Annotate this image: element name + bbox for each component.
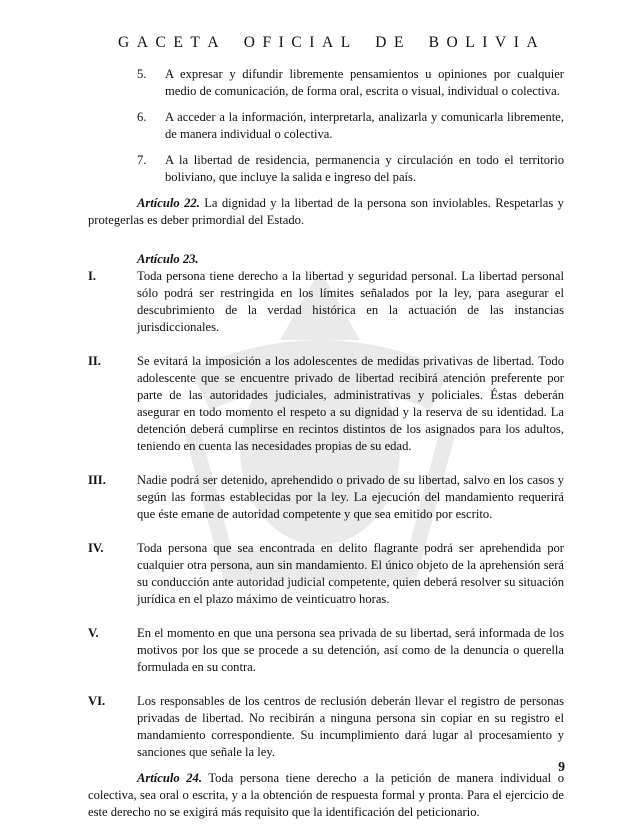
paragraph-text: Toda persona tiene derecho a la libertad y seguridad personal. La libertad personal sólo podrá ser restringida en los límites señalados por la ley, para asegurar el descubrimiento de la verdad histórica en la actuación de las instancias jurisdiccionales. — [137, 269, 564, 334]
header-letter: C — [155, 34, 166, 51]
header-letter: B — [428, 34, 439, 51]
list-item — [88, 109, 564, 143]
article-23-paragraph — [88, 693, 564, 761]
header-letter: I — [482, 34, 488, 51]
paragraph-numeral: I. — [88, 269, 97, 283]
article-23-paragraph — [88, 540, 564, 608]
paragraph-text: En el momento en que una persona sea privada de su libertad, será informada de los motivos por los que se procede a su detención, así como de la denuncia o querella formulada en su contra. — [137, 626, 564, 674]
list-item-number: 7. — [137, 153, 147, 167]
header-letter: A — [207, 34, 219, 51]
article-23-paragraph — [88, 268, 564, 336]
paragraph-text: Nadie podrá ser detenido, aprehendido o privado de su libertad, salvo en los casos y según las formas establecidas por la ley. La ejecución del mandamiento requerirá que éste emane de autoridad competente y que sea emitido por escrito. — [137, 473, 564, 521]
article-24-title: Artículo 24. — [137, 771, 202, 785]
header-letter: F — [262, 34, 272, 51]
header-letter: D — [375, 34, 387, 51]
header-letter: A — [526, 34, 538, 51]
header-letter — [226, 34, 236, 52]
rights-list — [88, 66, 564, 186]
header-letter: O — [243, 34, 255, 51]
header-letter: O — [446, 34, 458, 51]
paragraph-numeral: VI. — [88, 694, 106, 708]
paragraph-numeral: II. — [88, 354, 101, 368]
paragraph-text: Se evitará la imposición a los adolescentes de medidas privativas de libertad. Todo adolescente que se encuentre privado de libertad recibirá atención preferente por parte de las autoridades judiciales, administrativas y policiales. Éstas deberán asegurar en todo momento el respeto a su dignidad y la reserva de su identidad. La detención deberá cumplirse en recintos distintos de los asignados para los adultos, teniendo en cuenta las necesidades propias de su edad. — [137, 354, 564, 453]
list-item-text: A expresar y difundir libremente pensamientos u opiniones por cualquier medio de comunicación, de forma oral, escrita o visual, individual o colectiva. — [165, 67, 564, 98]
list-item-number: 6. — [137, 110, 147, 124]
list-item — [88, 152, 564, 186]
header-letter — [358, 34, 368, 52]
article-24-text: Toda persona tiene derecho a la petición de manera individual o colectiva, sea oral o escrita, y a la obtención de respuesta formal y pronta. Para el ejercicio de este derecho no se exigirá más requisito que la identificación del peticionario. — [88, 771, 564, 819]
article-24 — [88, 770, 564, 821]
header-letter: L — [340, 34, 351, 51]
gazette-header — [118, 34, 538, 52]
header-letter: I — [278, 34, 284, 51]
header-letter: V — [494, 34, 507, 51]
header-letter: I — [513, 34, 519, 51]
article-23-paragraph — [88, 472, 564, 523]
paragraph-numeral: V. — [88, 626, 99, 640]
list-item — [88, 66, 564, 100]
page-number: 9 — [558, 759, 565, 774]
header-letter: L — [465, 34, 475, 51]
paragraph-text: Toda persona que sea encontrada en delito flagrante podrá ser aprehendida por cualquier otra persona, aun sin mandamiento. El único objeto de la aprehensión será su conducción ante autoridad judicial competente, quien deberá resolver su situación jurídica en el plazo máximo de veinticuatro horas. — [137, 541, 564, 606]
header-letter — [411, 34, 421, 52]
header-letter: E — [173, 34, 183, 51]
header-letter: A — [136, 34, 148, 51]
header-letter: T — [190, 34, 200, 51]
article-23-paragraphs — [88, 268, 564, 761]
paragraph-numeral: IV. — [88, 541, 104, 555]
list-item-text: A acceder a la información, interpretarla, analizarla y comunicarla libremente, de manera individual o colectiva. — [165, 110, 564, 141]
article-22-title: Artículo 22. — [137, 196, 200, 210]
article-23-paragraph — [88, 625, 564, 676]
header-letter: G — [118, 34, 130, 51]
header-letter: C — [291, 34, 302, 51]
document-body — [88, 66, 564, 821]
article-22 — [88, 195, 564, 229]
list-item-number: 5. — [137, 67, 147, 81]
list-item-text: A la libertad de residencia, permanencia y circulación en todo el territorio boliviano, que incluye la salida e ingreso del país. — [165, 153, 564, 184]
article-22-text: La dignidad y la libertad de la persona son inviolables. Respetarlas y protegerlas es deber primordial del Estado. — [88, 196, 564, 227]
article-23-title: Artículo 23. — [137, 252, 199, 266]
header-letter: E — [394, 34, 404, 51]
article-23-paragraph — [88, 353, 564, 455]
paragraph-numeral: III. — [88, 473, 106, 487]
header-letter: A — [321, 34, 334, 51]
header-letter: I — [309, 34, 315, 51]
paragraph-text: Los responsables de los centros de reclusión deberán llevar el registro de personas privadas de libertad. No recibirán a ninguna persona sin copiar en su registro el mandamiento correspondiente. Su incumplimiento dará lugar al procesamiento y sanciones que señale la ley. — [137, 694, 564, 759]
